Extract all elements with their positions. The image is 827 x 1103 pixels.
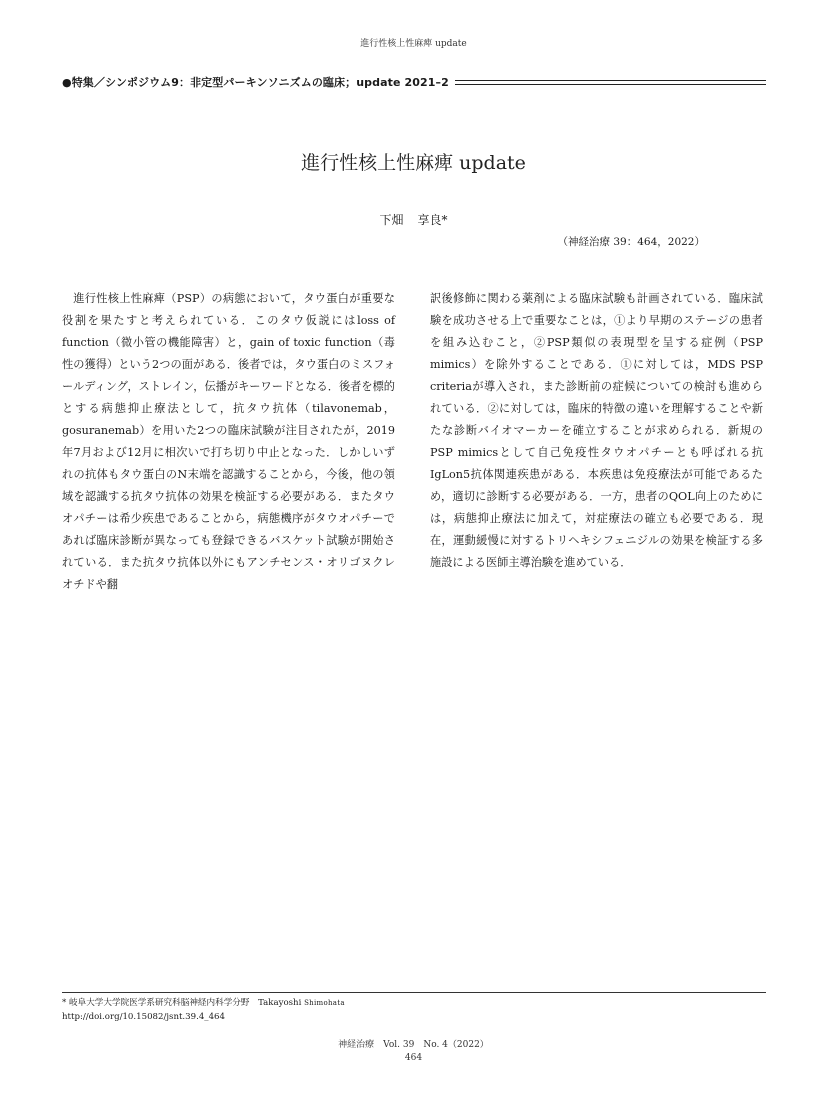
article-title: 進行性核上性麻痺 update — [301, 152, 526, 174]
citation: （神経治療 39：464，2022） — [557, 236, 705, 248]
author-line — [0, 211, 827, 228]
body-column-left — [62, 288, 395, 596]
body-paragraph-left: 進行性核上性麻痺（PSP）の病態において，タウ蛋白が重要な役割を果たすと考えられている．このタウ仮説にはloss of function（微小管の機能障害）と，gain of toxic function（毒性の獲得）という2つの面がある．後者では，タウ蛋白のミスフォールディング，ストレイン，伝播がキーワードとなる．後者を標的とする病態抑止療法として，抗タウ抗体（tilavonemab，gosuranemab）を用いた2つの臨床試験が注目されたが，2019年7月および12月に相次いで打ち切り中止となった．しかしいずれの抗体もタウ蛋白のN末端を認識することから，今後，他の領域を認識する抗タウ抗体の効果を検証する必要がある．またタウオパチーは希少疾患であることから，病態機序がタウオパチーであれば臨床診断が異なっても登録できるバスケット試験が開始されている．また抗タウ抗体以外にもアンチセンス・オリゴヌクレオチドや翻 — [62, 292, 395, 591]
author-given-name: 享良* — [417, 213, 448, 227]
doi-link[interactable]: http://doi.org/10.15082/jsnt.39.4_464 — [62, 1012, 225, 1022]
footnote — [62, 996, 766, 1024]
page-number: 464 — [404, 1053, 423, 1063]
body-column-right — [430, 288, 763, 574]
footnote-affiliation: * 岐阜大学大学院医学系研究科脳神経内科学分野 Takayoshi Shimohata — [62, 998, 345, 1008]
running-header: 進行性核上性麻痺 update — [360, 39, 467, 49]
footnote-divider — [62, 992, 766, 993]
series-heading: ●特集／シンポジウム9：非定型パーキンソニズムの臨床；update 2021–2 — [62, 76, 449, 89]
body-paragraph-right: 訳後修飾に関わる薬剤による臨床試験も計画されている．臨床試験を成功させる上で重要なことは，①より早期のステージの患者を組み込むこと，②PSP類似の表現型を呈する症例（PSP mimics）を除外することである．①に対しては，MDS PSP criteriaが導入され，また診断前の症候についての検討も進められている．②に対しては，臨床的特徴の違いを理解することや新たな診断バイオマーカーを確立することが求められる．新規のPSP mimicsとして自己免疫性タウオパチーとも呼ばれる抗IgLon5抗体関連疾患がある．本疾患は免疫療法が可能であるため，適切に診断する必要がある．一方，患者のQOL向上のためには，病態抑止療法に加えて，対症療法の確立も必要である．現在，運動緩慢に対するトリヘキシフェニジルの効果を検証する多施設による医師主導治験を進めている． — [430, 292, 763, 569]
author-surname: 下畑 — [379, 213, 404, 227]
author-surname-smallcaps: Shimohata — [304, 999, 345, 1007]
journal-footer: 神経治療 Vol. 39 No. 4（2022） — [338, 1040, 489, 1050]
series-heading-bar — [62, 74, 766, 90]
double-rule — [455, 80, 766, 85]
